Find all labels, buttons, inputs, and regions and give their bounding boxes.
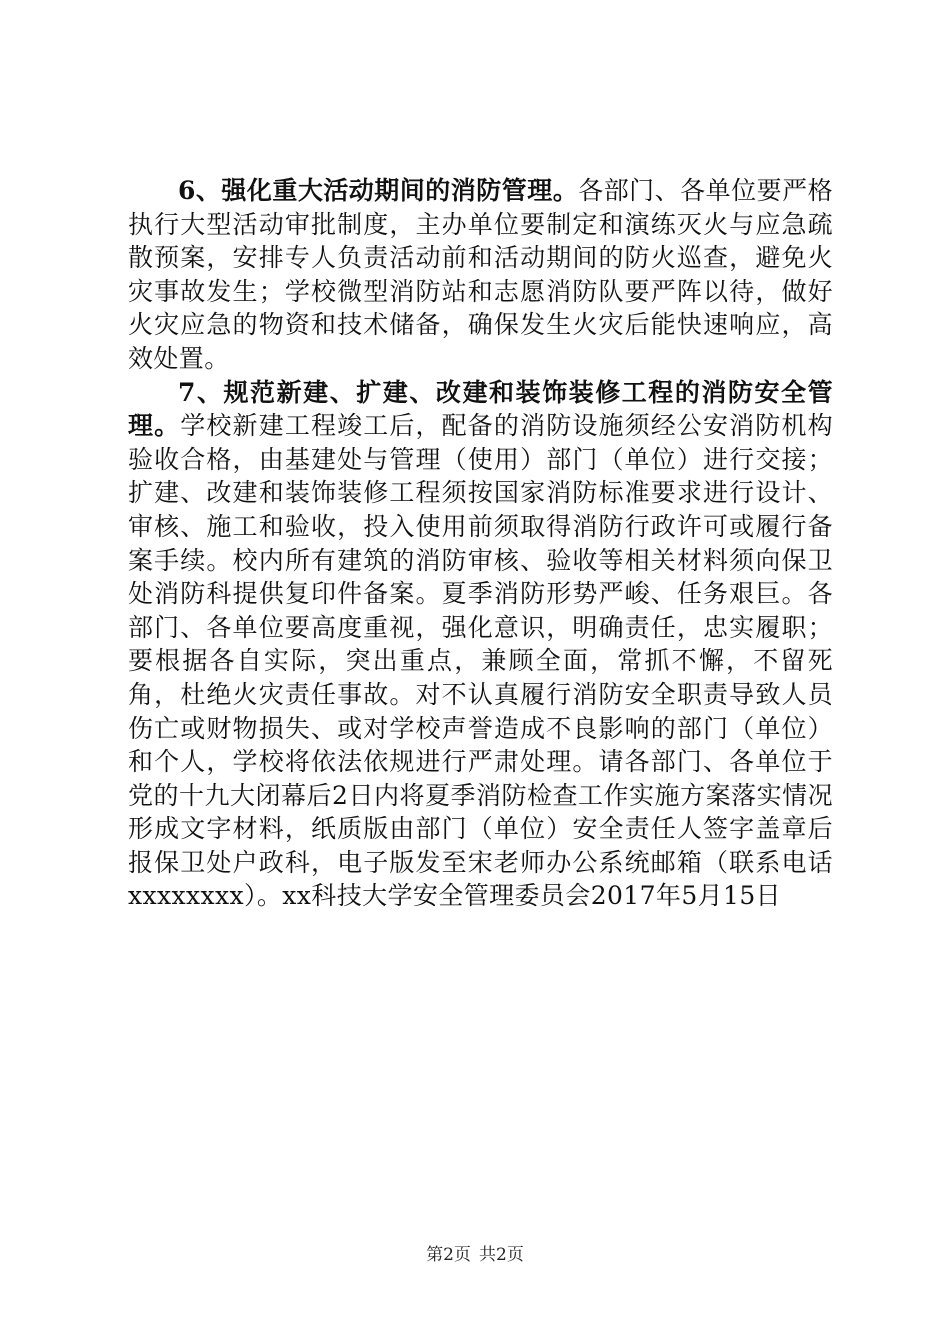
page-number: 第2页 — [426, 1245, 471, 1265]
paragraph-heading: 7、规范新建、扩建、改建和装饰装修工程的消防安全管理。 — [128, 377, 833, 441]
page-total: 共2页 — [479, 1245, 524, 1265]
paragraph-heading: 6、强化重大活动期间的消防管理。 — [178, 176, 579, 205]
paragraph-text: 各部门、各单位要严格执行大型活动审批制度，主办单位要制定和演练灭火与应急疏散预案，安排专人负责活动前和活动期间的防火巡查，避免火灾事故发生；学校微型消防站和志愿消防队要严阵以待，做好火灾应急的物资和技术储备，确保发生火灾后能快速响应，高效处置。 — [128, 176, 833, 373]
paragraph-item-6 — [128, 174, 833, 376]
page-footer — [0, 1243, 950, 1267]
paragraph-text: 学校新建工程竣工后，配备的消防设施须经公安消防机构验收合格，由基建处与管理（使用）部门（单位）进行交接；扩建、改建和装饰装修工程须按国家消防标准要求进行设计、审核、施工和验收，投入使用前须取得消防行政许可或履行备案手续。校内所有建筑的消防审核、验收等相关材料须向保卫处消防科提供复印件备案。夏季消防形势严峻、任务艰巨。各部门、各单位要高度重视，强化意识，明确责任，忠实履职；要根据各自实际，突出重点，兼顾全面，常抓不懈，不留死角，杜绝火灾责任事故。对不认真履行消防安全职责导致人员伤亡或财物损失、或对学校声誉造成不良影响的部门（单位）和个人，学校将依法依规进行严肃处理。请各部门、各单位于党的十九大闭幕后2日内将夏季消防检查工作实施方案落实情况形成文字材料，纸质版由部门（单位）安全责任人签字盖章后报保卫处户政科，电子版发至宋老师办公系统邮箱（联系电话xxxxxxxx）。xx科技大学安全管理委员会2017年5月15日 — [128, 411, 833, 911]
paragraph-item-7 — [128, 376, 833, 914]
document-body — [128, 174, 833, 913]
